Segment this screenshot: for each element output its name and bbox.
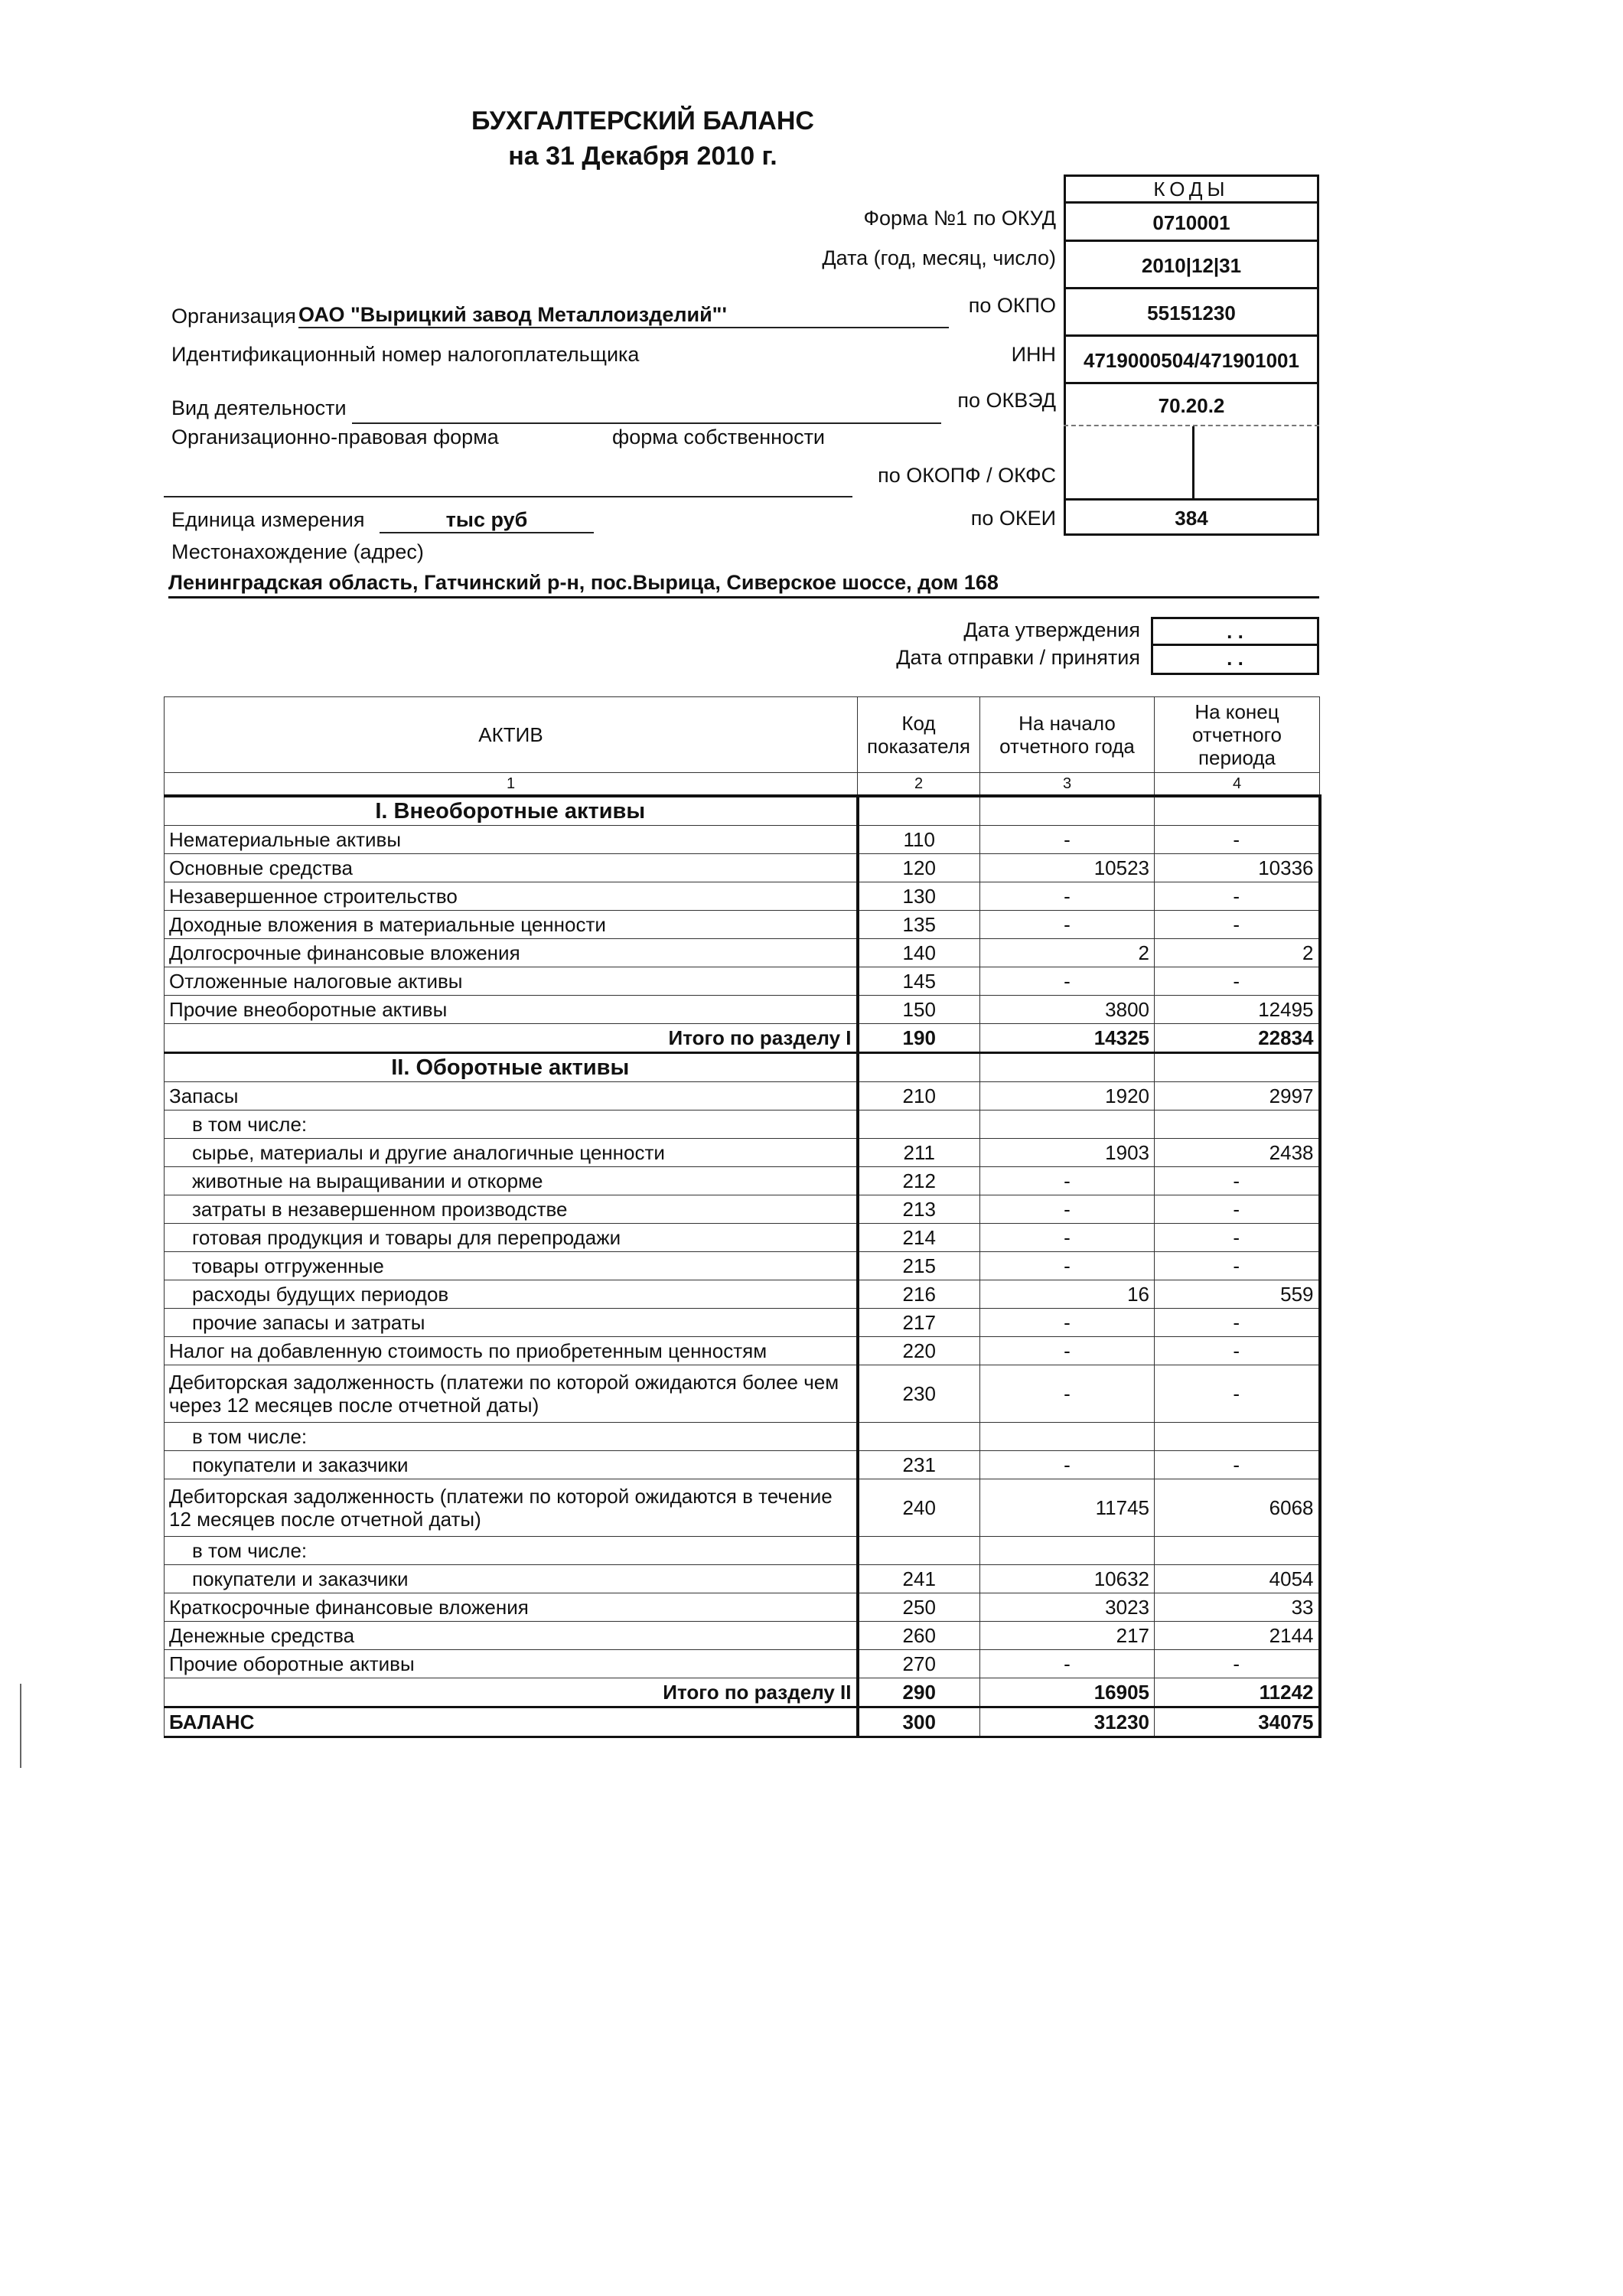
row-code: 250 — [858, 1593, 980, 1622]
table-row — [165, 1479, 1320, 1537]
row-code: 213 — [858, 1195, 980, 1224]
row-end-value — [1155, 1110, 1320, 1139]
row-start-value: 16 — [980, 1280, 1155, 1309]
row-end-value: 12495 — [1155, 996, 1320, 1024]
empty-cell — [980, 1053, 1155, 1082]
row-name: покупатели и заказчики — [165, 1451, 858, 1479]
row-start-value: 11745 — [980, 1479, 1155, 1537]
table-row — [165, 939, 1320, 967]
row-start-value: 217 — [980, 1622, 1155, 1650]
row-end-value: - — [1155, 1451, 1320, 1479]
section-current-assets — [165, 1053, 1320, 1082]
row-name: Прочие внеоборотные активы — [165, 996, 858, 1024]
row-end-value: - — [1155, 1224, 1320, 1252]
row-code: 300 — [858, 1707, 980, 1737]
unit-value: тыс руб — [380, 508, 594, 533]
row-code: 120 — [858, 854, 980, 882]
row-name: Основные средства — [165, 854, 858, 882]
col-number-1: 1 — [165, 773, 858, 797]
ownership-label: форма собственности — [612, 426, 826, 448]
table-row — [165, 882, 1320, 911]
row-start-value: 14325 — [980, 1024, 1155, 1053]
total-section-1 — [165, 1024, 1320, 1053]
section-title: I. Внеоборотные активы — [165, 796, 858, 826]
row-code: 130 — [858, 882, 980, 911]
empty-cell — [980, 796, 1155, 826]
row-start-value: - — [980, 1337, 1155, 1365]
table-row — [165, 1337, 1320, 1365]
row-end-value: - — [1155, 911, 1320, 939]
okopf-okfs-divider — [1192, 426, 1194, 498]
row-name: Денежные средства — [165, 1622, 858, 1650]
row-name: сырье, материалы и другие аналогичные ценности — [165, 1139, 858, 1167]
row-name: Нематериальные активы — [165, 826, 858, 854]
table-row — [165, 1537, 1320, 1565]
table-row — [165, 1650, 1320, 1678]
row-end-value: 6068 — [1155, 1479, 1320, 1537]
row-end-value: 4054 — [1155, 1565, 1320, 1593]
row-end-value: 2997 — [1155, 1082, 1320, 1110]
row-start-value: 3800 — [980, 996, 1155, 1024]
row-code: 135 — [858, 911, 980, 939]
row-code: 217 — [858, 1309, 980, 1337]
row-code: 220 — [858, 1337, 980, 1365]
table-row — [165, 826, 1320, 854]
row-name: в том числе: — [165, 1110, 858, 1139]
row-code — [858, 1537, 980, 1565]
column-number-row — [165, 773, 1320, 797]
scan-margin-line — [20, 1684, 21, 1768]
table-row — [165, 1082, 1320, 1110]
row-end-value: 2144 — [1155, 1622, 1320, 1650]
table-row — [165, 1365, 1320, 1423]
row-code: 241 — [858, 1565, 980, 1593]
row-name: покупатели и заказчики — [165, 1565, 858, 1593]
row-code: 210 — [858, 1082, 980, 1110]
table-row — [165, 1252, 1320, 1280]
col-number-2: 2 — [858, 773, 980, 797]
row-name: товары отгруженные — [165, 1252, 858, 1280]
row-start-value: 2 — [980, 939, 1155, 967]
row-code — [858, 1110, 980, 1139]
row-end-value: 22834 — [1155, 1024, 1320, 1053]
table-row — [165, 1195, 1320, 1224]
table-row — [165, 1451, 1320, 1479]
row-code: 240 — [858, 1479, 980, 1537]
document-subtitle: на 31 Декабря 2010 г. — [508, 142, 777, 171]
date-label: Дата (год, месяц, число) — [822, 246, 1056, 269]
col-number-3: 3 — [980, 773, 1155, 797]
row-start-value: 31230 — [980, 1707, 1155, 1737]
row-start-value: 10632 — [980, 1565, 1155, 1593]
table-row — [165, 911, 1320, 939]
row-end-value: 11242 — [1155, 1678, 1320, 1707]
col-number-4: 4 — [1155, 773, 1320, 797]
row-start-value: - — [980, 882, 1155, 911]
header-start: На начало отчетного года — [980, 697, 1155, 773]
approval-date-label: Дата утверждения — [963, 618, 1140, 641]
table-row — [165, 996, 1320, 1024]
row-start-value: 16905 — [980, 1678, 1155, 1707]
taxpayer-id-label: Идентификационный номер налогоплательщика — [171, 343, 640, 366]
row-end-value: 2438 — [1155, 1139, 1320, 1167]
row-start-value — [980, 1110, 1155, 1139]
row-code: 211 — [858, 1139, 980, 1167]
table-row — [165, 1423, 1320, 1451]
row-start-value: - — [980, 1224, 1155, 1252]
legal-form-line — [164, 496, 852, 497]
empty-cell — [858, 1053, 980, 1082]
row-name: Краткосрочные финансовые вложения — [165, 1593, 858, 1622]
row-start-value: 1903 — [980, 1139, 1155, 1167]
approval-date-box[interactable]: . . — [1151, 617, 1319, 646]
row-code: 270 — [858, 1650, 980, 1678]
row-code: 216 — [858, 1280, 980, 1309]
row-name: Незавершенное строительство — [165, 882, 858, 911]
row-end-value: - — [1155, 1365, 1320, 1423]
row-end-value: 2 — [1155, 939, 1320, 967]
table-row — [165, 1622, 1320, 1650]
row-name: Запасы — [165, 1082, 858, 1110]
sent-date-box[interactable]: . . — [1151, 646, 1319, 675]
row-start-value: - — [980, 967, 1155, 996]
row-end-value: - — [1155, 1167, 1320, 1195]
codes-box — [1064, 174, 1319, 536]
row-name: животные на выращивании и откорме — [165, 1167, 858, 1195]
row-start-value: 3023 — [980, 1593, 1155, 1622]
row-start-value: 1920 — [980, 1082, 1155, 1110]
row-code: 260 — [858, 1622, 980, 1650]
row-start-value: - — [980, 1252, 1155, 1280]
address-value: Ленинградская область, Гатчинский р-н, пос.Вырица, Сиверское шоссе, дом 168 — [168, 571, 1319, 598]
row-name: Дебиторская задолженность (платежи по которой ожидаются в течение 12 месяцев после отчетной даты) — [165, 1479, 858, 1537]
date-value: 2010|12|31 — [1066, 240, 1317, 289]
row-start-value: - — [980, 911, 1155, 939]
balance-total — [165, 1707, 1320, 1737]
row-code — [858, 1423, 980, 1451]
row-end-value: - — [1155, 882, 1320, 911]
row-end-value: - — [1155, 1337, 1320, 1365]
table-row — [165, 1593, 1320, 1622]
activity-line — [352, 422, 941, 424]
okved-value: 70.20.2 — [1066, 382, 1317, 427]
header-code: Код показателя — [858, 697, 980, 773]
row-name: Прочие оборотные активы — [165, 1650, 858, 1678]
total-section-2 — [165, 1678, 1320, 1707]
row-code: 231 — [858, 1451, 980, 1479]
row-name: Отложенные налоговые активы — [165, 967, 858, 996]
row-code: 230 — [858, 1365, 980, 1423]
okved-label: по ОКВЭД — [957, 389, 1056, 412]
row-end-value — [1155, 1423, 1320, 1451]
row-start-value: - — [980, 1365, 1155, 1423]
row-end-value: - — [1155, 1252, 1320, 1280]
row-start-value: 10523 — [980, 854, 1155, 882]
legal-form-label: Организационно-правовая форма — [171, 426, 499, 448]
okud-value: 0710001 — [1066, 201, 1317, 242]
row-code: 214 — [858, 1224, 980, 1252]
row-end-value: - — [1155, 1195, 1320, 1224]
row-name: прочие запасы и затраты — [165, 1309, 858, 1337]
sent-date-label: Дата отправки / принятия — [896, 646, 1140, 669]
header-asset: АКТИВ — [165, 697, 858, 773]
table-row — [165, 1110, 1320, 1139]
row-end-value — [1155, 1537, 1320, 1565]
document-title: БУХГАЛТЕРСКИЙ БАЛАНС — [471, 106, 814, 135]
section-noncurrent-assets — [165, 796, 1320, 826]
org-name: ОАО "Вырицкий завод Металлоизделий"' — [298, 303, 949, 328]
empty-cell — [1155, 1053, 1320, 1082]
row-name: затраты в незавершенном производстве — [165, 1195, 858, 1224]
table-row — [165, 1224, 1320, 1252]
row-name: Итого по разделу II — [165, 1678, 858, 1707]
row-end-value: - — [1155, 967, 1320, 996]
balance-table — [164, 696, 1322, 1738]
row-start-value: - — [980, 1309, 1155, 1337]
row-code: 290 — [858, 1678, 980, 1707]
row-start-value: - — [980, 1650, 1155, 1678]
table-header-row — [165, 697, 1320, 773]
row-end-value: 559 — [1155, 1280, 1320, 1309]
empty-cell — [1155, 796, 1320, 826]
row-end-value: 34075 — [1155, 1707, 1320, 1737]
okei-label: по ОКЕИ — [970, 507, 1056, 530]
row-code: 110 — [858, 826, 980, 854]
inn-value: 4719000504/471901001 — [1066, 334, 1317, 384]
row-name: расходы будущих периодов — [165, 1280, 858, 1309]
section-title: II. Оборотные активы — [165, 1053, 858, 1082]
row-start-value — [980, 1537, 1155, 1565]
row-start-value: - — [980, 826, 1155, 854]
row-code: 190 — [858, 1024, 980, 1053]
okpo-label: по ОКПО — [968, 294, 1056, 317]
row-name: БАЛАНС — [165, 1707, 858, 1737]
okpo-value: 55151230 — [1066, 287, 1317, 337]
table-row — [165, 1139, 1320, 1167]
row-name: Доходные вложения в материальные ценности — [165, 911, 858, 939]
table-row — [165, 1280, 1320, 1309]
activity-label: Вид деятельности — [171, 396, 347, 419]
table-row — [165, 854, 1320, 882]
row-code: 140 — [858, 939, 980, 967]
row-name: Итого по разделу I — [165, 1024, 858, 1053]
okud-label: Форма №1 по ОКУД — [863, 207, 1056, 230]
table-row — [165, 1565, 1320, 1593]
row-name: в том числе: — [165, 1423, 858, 1451]
empty-cell — [858, 796, 980, 826]
okei-value: 384 — [1066, 498, 1317, 536]
table-row — [165, 967, 1320, 996]
row-start-value — [980, 1423, 1155, 1451]
inn-code-label: ИНН — [1011, 343, 1056, 366]
okved-dashed-line — [1064, 425, 1319, 426]
row-end-value: - — [1155, 826, 1320, 854]
row-start-value: - — [980, 1451, 1155, 1479]
org-label: Организация — [171, 305, 296, 328]
row-code: 145 — [858, 967, 980, 996]
row-code: 212 — [858, 1167, 980, 1195]
row-name: Дебиторская задолженность (платежи по которой ожидаются более чем через 12 месяцев после отчетной даты) — [165, 1365, 858, 1423]
row-end-value: - — [1155, 1309, 1320, 1337]
row-end-value: 10336 — [1155, 854, 1320, 882]
row-name: Налог на добавленную стоимость по приобретенным ценностям — [165, 1337, 858, 1365]
row-name: в том числе: — [165, 1537, 858, 1565]
header-end: На конец отчетного периода — [1155, 697, 1320, 773]
address-label: Местонахождение (адрес) — [171, 540, 424, 563]
row-start-value: - — [980, 1195, 1155, 1224]
row-name: готовая продукция и товары для перепродажи — [165, 1224, 858, 1252]
table-row — [165, 1167, 1320, 1195]
table-row — [165, 1309, 1320, 1337]
row-start-value: - — [980, 1167, 1155, 1195]
row-code: 215 — [858, 1252, 980, 1280]
row-end-value: 33 — [1155, 1593, 1320, 1622]
row-end-value: - — [1155, 1650, 1320, 1678]
okopf-label: по ОКОПФ / ОКФС — [878, 464, 1056, 487]
row-code: 150 — [858, 996, 980, 1024]
unit-label: Единица измерения — [171, 508, 365, 531]
codes-heading: КОДЫ — [1153, 178, 1230, 201]
row-name: Долгосрочные финансовые вложения — [165, 939, 858, 967]
